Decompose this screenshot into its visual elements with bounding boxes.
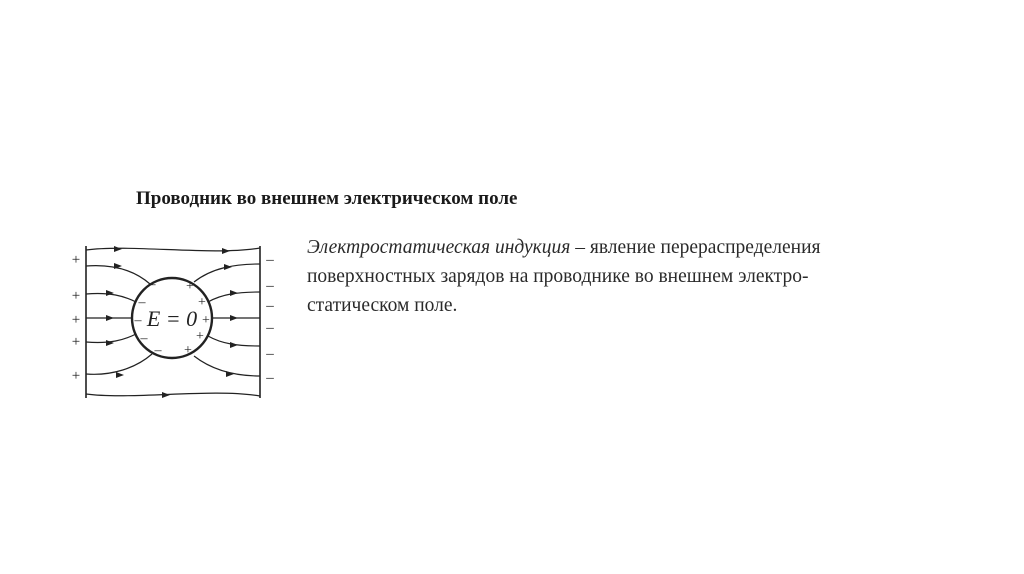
left-plus-4: + xyxy=(71,334,81,350)
sphere-minus-4: – xyxy=(140,331,148,346)
right-minus-5: – xyxy=(266,346,274,362)
field-line-bottom xyxy=(86,393,260,396)
field-line-left-4 xyxy=(86,334,136,343)
sphere-minus-5: – xyxy=(154,343,162,358)
right-plate-charges xyxy=(265,252,274,386)
definition-text xyxy=(307,233,967,320)
sphere-plus-3: + xyxy=(202,313,210,328)
conductor-field-diagram xyxy=(62,236,292,410)
definition-line-1 xyxy=(307,233,967,262)
sphere-minus-1: – xyxy=(148,277,156,292)
field-line-left-2 xyxy=(86,293,136,302)
sphere-minus-2: – xyxy=(138,295,146,310)
definition-line-3: статическом поле. xyxy=(307,295,458,316)
field-line-left-5 xyxy=(86,354,152,374)
left-plus-1: + xyxy=(71,252,81,268)
sphere-plus-2: + xyxy=(198,295,206,310)
right-minus-2: – xyxy=(266,278,274,294)
left-plus-2: + xyxy=(71,288,81,304)
right-minus-6: – xyxy=(266,370,274,386)
right-minus-4: – xyxy=(266,320,274,336)
definition-line-2: поверхностных зарядов на проводнике во внешнем электро- xyxy=(307,266,809,287)
definition-line-1-rest: – явление перераспределения xyxy=(570,237,821,258)
definition-term: Электростатическая индукция xyxy=(307,237,571,258)
right-minus-3: – xyxy=(266,298,274,314)
sphere-plus-1: + xyxy=(186,279,194,294)
right-minus-1: – xyxy=(266,252,274,268)
slide-title: Проводник во внешнем электрическом поле xyxy=(136,188,518,209)
left-plus-5: + xyxy=(71,368,81,384)
left-plate-charges xyxy=(72,252,80,384)
sphere-plus-4: + xyxy=(196,329,204,344)
field-line-top xyxy=(86,248,260,251)
sphere-plus-5: + xyxy=(184,343,192,358)
field-inside-label: E = 0 xyxy=(146,306,198,331)
sphere-minus-3: – xyxy=(134,313,142,328)
field-line-left-1 xyxy=(86,266,150,284)
left-plus-3: + xyxy=(71,312,81,328)
